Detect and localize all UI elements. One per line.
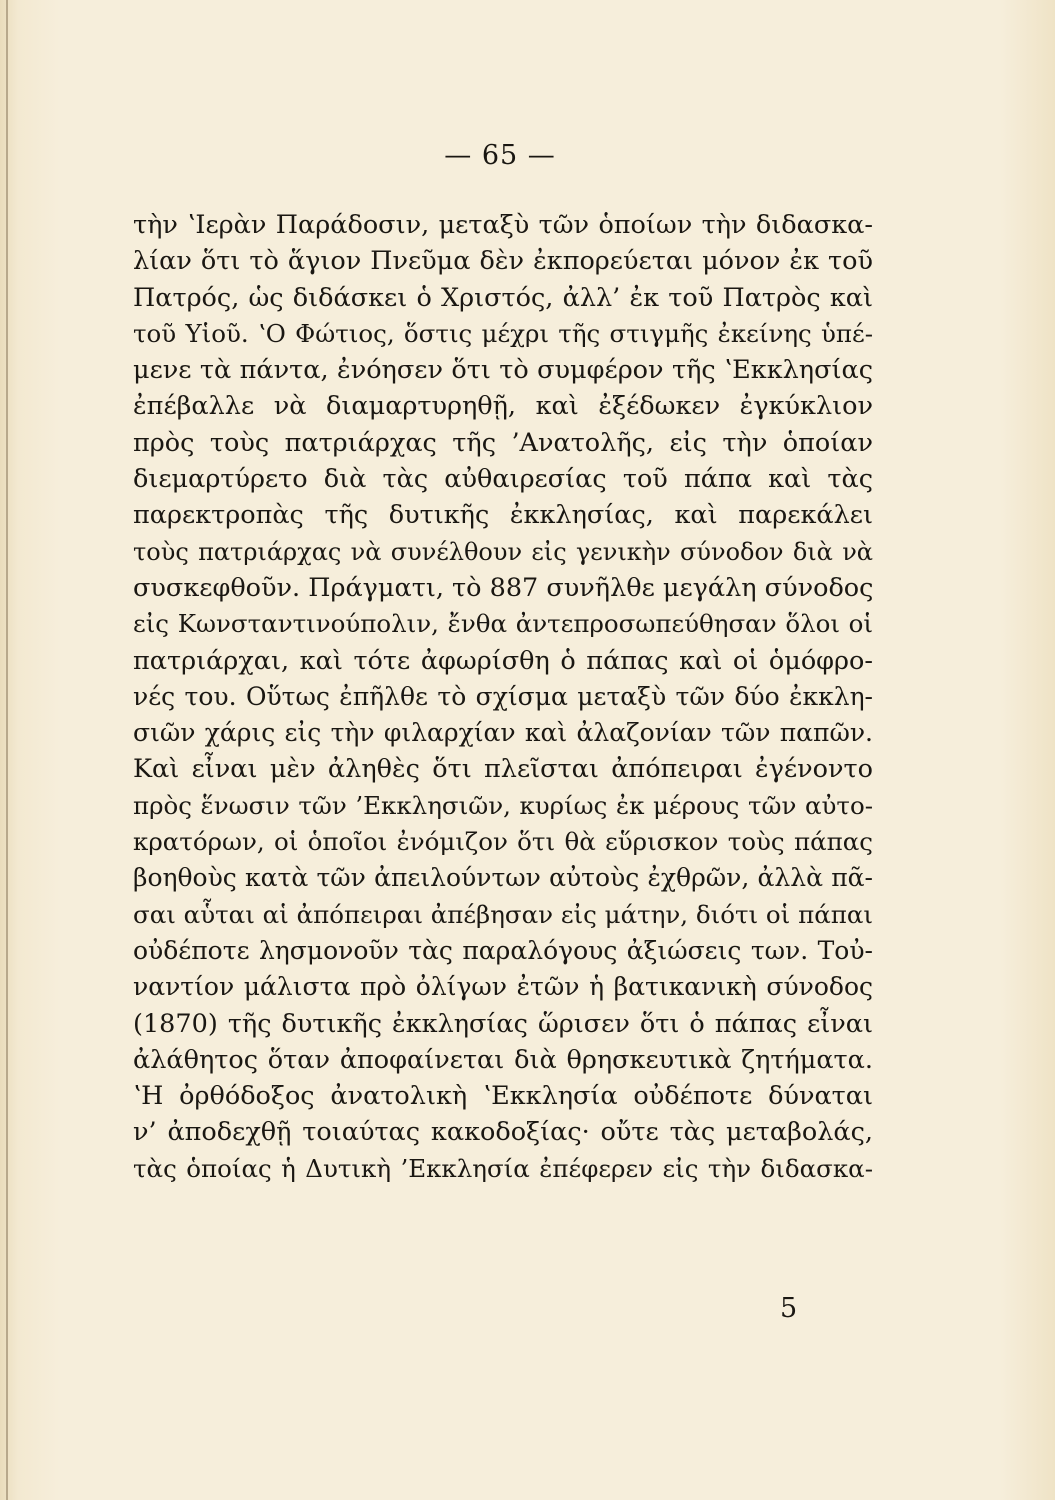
text-line: σιῶν χάρις εἰς τὴν φιλαρχίαν καὶ ἀλαζονίαν τῶν παπῶν. bbox=[133, 718, 873, 748]
text-line: τοὺς πατριάρχας νὰ συνέλθουν εἰς γενικὴν σύνοδον διὰ νὰ bbox=[133, 537, 873, 566]
text-line: εἰς Κωνσταντινούπολιν, ἔνθα ἀντεπροσωπεύθησαν ὅλοι οἱ bbox=[133, 609, 873, 639]
text-line: ἀλάθητος ὅταν ἀποφαίνεται διὰ θρησκευτικὰ ζητήματα. bbox=[133, 1044, 873, 1075]
text-line: (1870) τῆς δυτικῆς ἐκκλησίας ὥρισεν ὅτι ὁ πάπας εἶναι bbox=[133, 1008, 873, 1039]
text-line: ʽΗ ὀρθόδοξος ἀνατολικὴ ʽΕκκλησία οὐδέποτε δύναται bbox=[133, 1081, 873, 1112]
text-line: λίαν ὅτι τὸ ἅγιον Πνεῦμα δὲν ἐκπορεύεται μόνον ἐκ τοῦ bbox=[133, 246, 873, 277]
text-line: κρατόρων, οἱ ὁποῖοι ἐνόμιζον ὅτι θὰ εὕρισκον τοὺς πάπας bbox=[133, 827, 873, 857]
text-line: ν’ ἀποδεχθῇ τοιαύτας κακοδοξίας· οὔτε τὰς μεταβολάς, bbox=[133, 1117, 873, 1148]
text-line: τὴν ʽΙερὰν Παράδοσιν, μεταξὺ τῶν ὁποίων τὴν διδασκα- bbox=[133, 210, 873, 240]
text-line: Καὶ εἶναι μὲν ἀληθὲς ὅτι πλεῖσται ἀπόπειραι ἐγένοντο bbox=[133, 754, 873, 785]
signature-mark: 5 bbox=[780, 1293, 798, 1324]
page-header-number: — 65 — bbox=[444, 140, 556, 171]
body-text bbox=[133, 207, 873, 1187]
text-line: ναντίον μάλιστα πρὸ ὀλίγων ἐτῶν ἡ βατικανικὴ σύνοδος bbox=[133, 972, 873, 1002]
text-line: διεμαρτύρετο διὰ τὰς αὐθαιρεσίας τοῦ πάπα καὶ τὰς bbox=[133, 464, 873, 495]
text-line: πρὸς ἕνωσιν τῶν ’Εκκλησιῶν, κυρίως ἐκ μέρους τῶν αὐτο- bbox=[133, 790, 873, 820]
text-line: μενε τὰ πάντα, ἐνόησεν ὅτι τὸ συμφέρον τῆς ʽΕκκλησίας bbox=[133, 355, 873, 386]
text-line: τὰς ὁποίας ἡ Δυτικὴ ’Εκκλησία ἐπέφερεν εἰς τὴν διδασκα- bbox=[133, 1153, 873, 1183]
text-line: βοηθοὺς κατὰ τῶν ἀπειλούντων αὐτοὺς ἐχθρῶν, ἀλλὰ πᾶ- bbox=[133, 863, 873, 893]
text-line: οὐδέποτε λησμονοῦν τὰς παραλόγους ἀξιώσεις των. Τοὐ- bbox=[133, 935, 873, 965]
text-line: παρεκτροπὰς τῆς δυτικῆς ἐκκλησίας, καὶ παρεκάλει bbox=[133, 500, 873, 531]
text-line: συσκεφθοῦν. Πράγματι, τὸ 887 συνῆλθε μεγάλη σύνοδος bbox=[133, 572, 874, 603]
text-line: νές του. Οὕτως ἐπῆλθε τὸ σχίσμα μεταξὺ τῶν δύο ἐκκλη- bbox=[133, 681, 873, 711]
text-line: πατριάρχαι, καὶ τότε ἀφωρίσθη ὁ πάπας καὶ οἱ ὁμόφρο- bbox=[133, 645, 873, 676]
text-line: ἐπέβαλλε νὰ διαμαρτυρηθῇ, καὶ ἐξέδωκεν ἐγκύκλιον bbox=[133, 391, 873, 422]
text-line: πρὸς τοὺς πατριάρχας τῆς ’Ανατολῆς, εἰς τὴν ὁποίαν bbox=[133, 427, 873, 458]
text-line: σαι αὗται αἱ ἀπόπειραι ἀπέβησαν εἰς μάτην, διότι οἱ πάπαι bbox=[133, 899, 873, 929]
text-line: τοῦ Υἱοῦ. ʽΟ Φώτιος, ὅστις μέχρι τῆς στιγμῆς ἐκείνης ὑπέ- bbox=[133, 318, 873, 348]
binding-edge bbox=[6, 0, 8, 1500]
text-line: Πατρός, ὡς διδάσκει ὁ Χριστός, ἀλλ’ ἐκ τοῦ Πατρὸς καὶ bbox=[133, 282, 873, 313]
